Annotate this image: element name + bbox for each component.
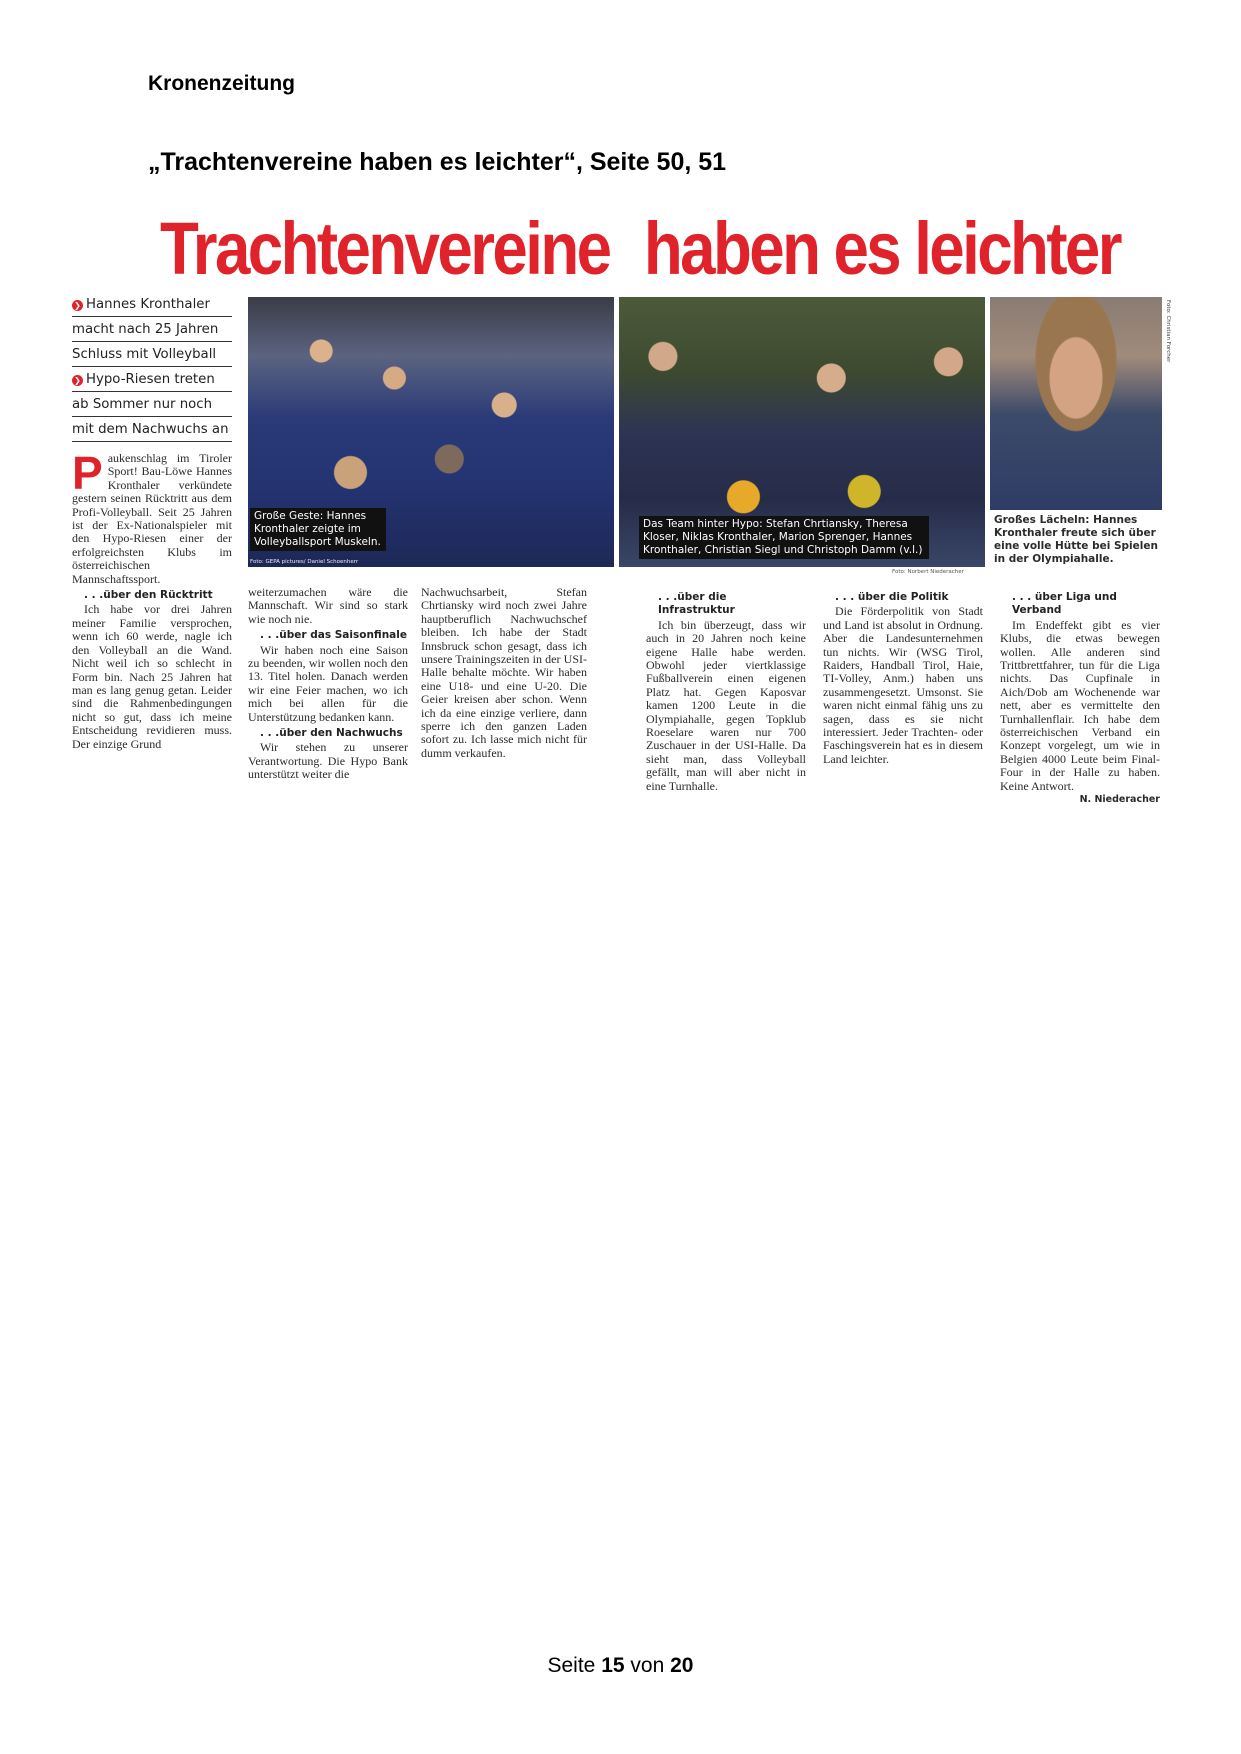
photo-team-celebration (248, 297, 614, 567)
body-paragraph: Wir stehen zu unserer Verantwortung. Die Hypo Bank unterstützt weiter die (248, 740, 408, 782)
footer-middle: von (630, 1654, 665, 1677)
dropcap: P (72, 447, 103, 499)
kicker-text: Hypo-Riesen treten (86, 372, 215, 387)
page-footer (0, 1654, 1241, 1678)
article-headline (160, 207, 1120, 290)
kicker-text: mit dem Nachwuchs an (72, 422, 229, 437)
document-title: „Trachtenvereine haben es leichter“, Seite 50, 51 (148, 148, 727, 176)
kicker-text: Schluss mit Volleyball (72, 347, 217, 362)
kicker-line (72, 417, 232, 442)
headline-part-1: Trachtenvereine (160, 207, 610, 290)
photo-caption: Das Team hinter Hypo: Stefan Chrtiansky, Theresa Kloser, Niklas Kronthaler, Marion Sprenger, Hannes Kronthaler, Christian Siegl und Christoph Damm (v.l.) (639, 516, 929, 559)
text-column-5 (823, 588, 983, 766)
kicker-box (72, 292, 232, 442)
photo-credit: Foto: Christian Forcher (1165, 300, 1171, 363)
body-paragraph: Die Förderpolitik von Stadt und Land ist absolut in Ordnung. Aber die Landesunternehmen tun nichts. Wir (WSG Tirol, Raiders, Handball Tirol, Haie, TI-Volley, Anm.) haben uns zusammengesetzt. Umsonst. Sie waren nicht einmal fähig uns zu sagen, dass es sie nicht interessiert. Jeder Trachten- oder Faschingsverein hat es in diesem Land leichter. (823, 604, 983, 766)
kicker-text: ab Sommer nur noch (72, 397, 213, 412)
lead-text: aukenschlag im Tiroler Sport! Bau-Löwe Hannes Kronthaler verkündete gestern seinen Rücktritt aus dem Profi-Volleyball. Seit 25 Jahren ist der Ex-Nationalspieler mit den Hypo-Riesen einer der erfolgreichsten Klubs im österreichischen Mannschaftssport. (72, 451, 232, 586)
photo-kronthaler-portrait (990, 297, 1162, 510)
kicker-text: macht nach 25 Jahren (72, 322, 219, 337)
photo-credit: Foto: GEPA pictures/ Daniel Schoenherr (250, 559, 359, 565)
body-paragraph (1000, 617, 1160, 806)
bullet-chevron-icon: ❯ (72, 375, 83, 386)
subheading-nachwuchs: . . .über den Nachwuchs (260, 727, 403, 740)
text-column-4 (646, 588, 806, 793)
current-page-number: 15 (601, 1654, 625, 1677)
kicker-line (72, 367, 232, 392)
bullet-chevron-icon: ❯ (72, 300, 83, 311)
subheading-liga: . . . über Liga und Verband (1012, 591, 1117, 617)
kicker-line (72, 317, 232, 342)
text-column-2 (248, 586, 408, 782)
text-column-6 (1000, 588, 1160, 807)
photo-hypo-team (619, 297, 985, 567)
text-column-3 (421, 586, 587, 760)
subheading-infrastruktur: . . .über die Infrastruktur (658, 591, 735, 617)
total-page-count: 20 (670, 1654, 694, 1677)
subheading-saisonfinale: . . .über das Saisonfinale (260, 629, 407, 642)
footer-prefix: Seite (547, 1654, 596, 1677)
body-paragraph: Nachwuchsarbeit, Stefan Chrtiansky wird noch zwei Jahre hauptberuflich Nachwuchschef bleiben. Ich habe der Stadt Innsbruck schon gesagt, dass ich unsere Trainingszeiten in der USI-Halle behalte möchte. Wir haben eine U18- und eine U-20. Die Geier kreisen aber schon. Wenn ich da eine einzige verliere, dann sperre ich den ganzen Laden sofort zu. Ich lasse mich nicht für dumm verkaufen. (421, 585, 587, 760)
subheading-politik: . . . über die Politik (835, 591, 949, 603)
newspaper-clipping (72, 208, 1172, 808)
body-paragraph: Ich bin überzeugt, dass wir auch in 20 Jahren noch keine eigene Halle habe werden. Obwohl jeder viertklassige Fußballverein einen eigenen Platz hat. Gegen Kaposvar kamen 1200 Leute in die Olympiahalle, gegen Topklub Roeselare waren nur 700 Zuschauer in der USI-Halle. Da sieht man, dass Volleyball gefällt, man will aber nicht in eine Turnhalle. (646, 617, 806, 793)
author-byline: N. Niederacher (1079, 794, 1160, 806)
photo-credit: Foto: Norbert Niederacher (892, 569, 964, 575)
body-paragraph: Wir haben noch eine Saison zu beenden, wir wollen noch den 13. Titel holen. Danach werden wir eine Feier machen, wo ich mich bei allen für die Unterstützung bedanken kann. (248, 642, 408, 724)
lead-paragraph (72, 447, 232, 586)
body-text: Im Endeffekt gibt es vier Klubs, die etwas bewegen wollen. Alle anderen sind Trittbrettfahrer, tun für die Liga nichts. Das Cupfinale in Aich/Dob am Wochenende war nett, aber es vermittelte den Turnhallenflair. Ich habe dem österreichischen Verband ein Konzept vorgelegt, um wie in Belgien 4000 Leute beim Final-Four in der Halle zu haben. Keine Antwort. (1000, 617, 1160, 793)
body-paragraph: Ich habe vor drei Jahren meiner Familie versprochen, wenn ich 60 werde, nagle ich den Volleyball an die Wand. Nicht weil ich so schlecht in Form bin. Nach 25 Jahren hat man es lang genug getan. Leider sind die Rahmenbedingungen nicht so gut, dass ich meine Entscheidung revidieren muss. Der einzige Grund (72, 602, 232, 751)
source-label: Kronenzeitung (148, 72, 295, 95)
kicker-line (72, 292, 232, 317)
kicker-text: Hannes Kronthaler (86, 297, 210, 312)
kicker-line (72, 342, 232, 367)
photo-caption: Große Geste: Hannes Kronthaler zeigte im Volleyballsport Muskeln. (250, 508, 386, 551)
kicker-line (72, 392, 232, 417)
body-paragraph: weiterzumachen wäre die Mannschaft. Wir sind so stark wie noch nie. (248, 585, 408, 626)
photo-caption: Großes Lächeln: Hannes Kronthaler freute sich über eine volle Hütte bei Spielen in der Olympiahalle. (994, 514, 1158, 565)
text-column-1 (72, 447, 232, 751)
subheading-ruecktritt: . . .über den Rücktritt (84, 589, 213, 602)
headline-part-2: haben es leichter (643, 207, 1120, 290)
